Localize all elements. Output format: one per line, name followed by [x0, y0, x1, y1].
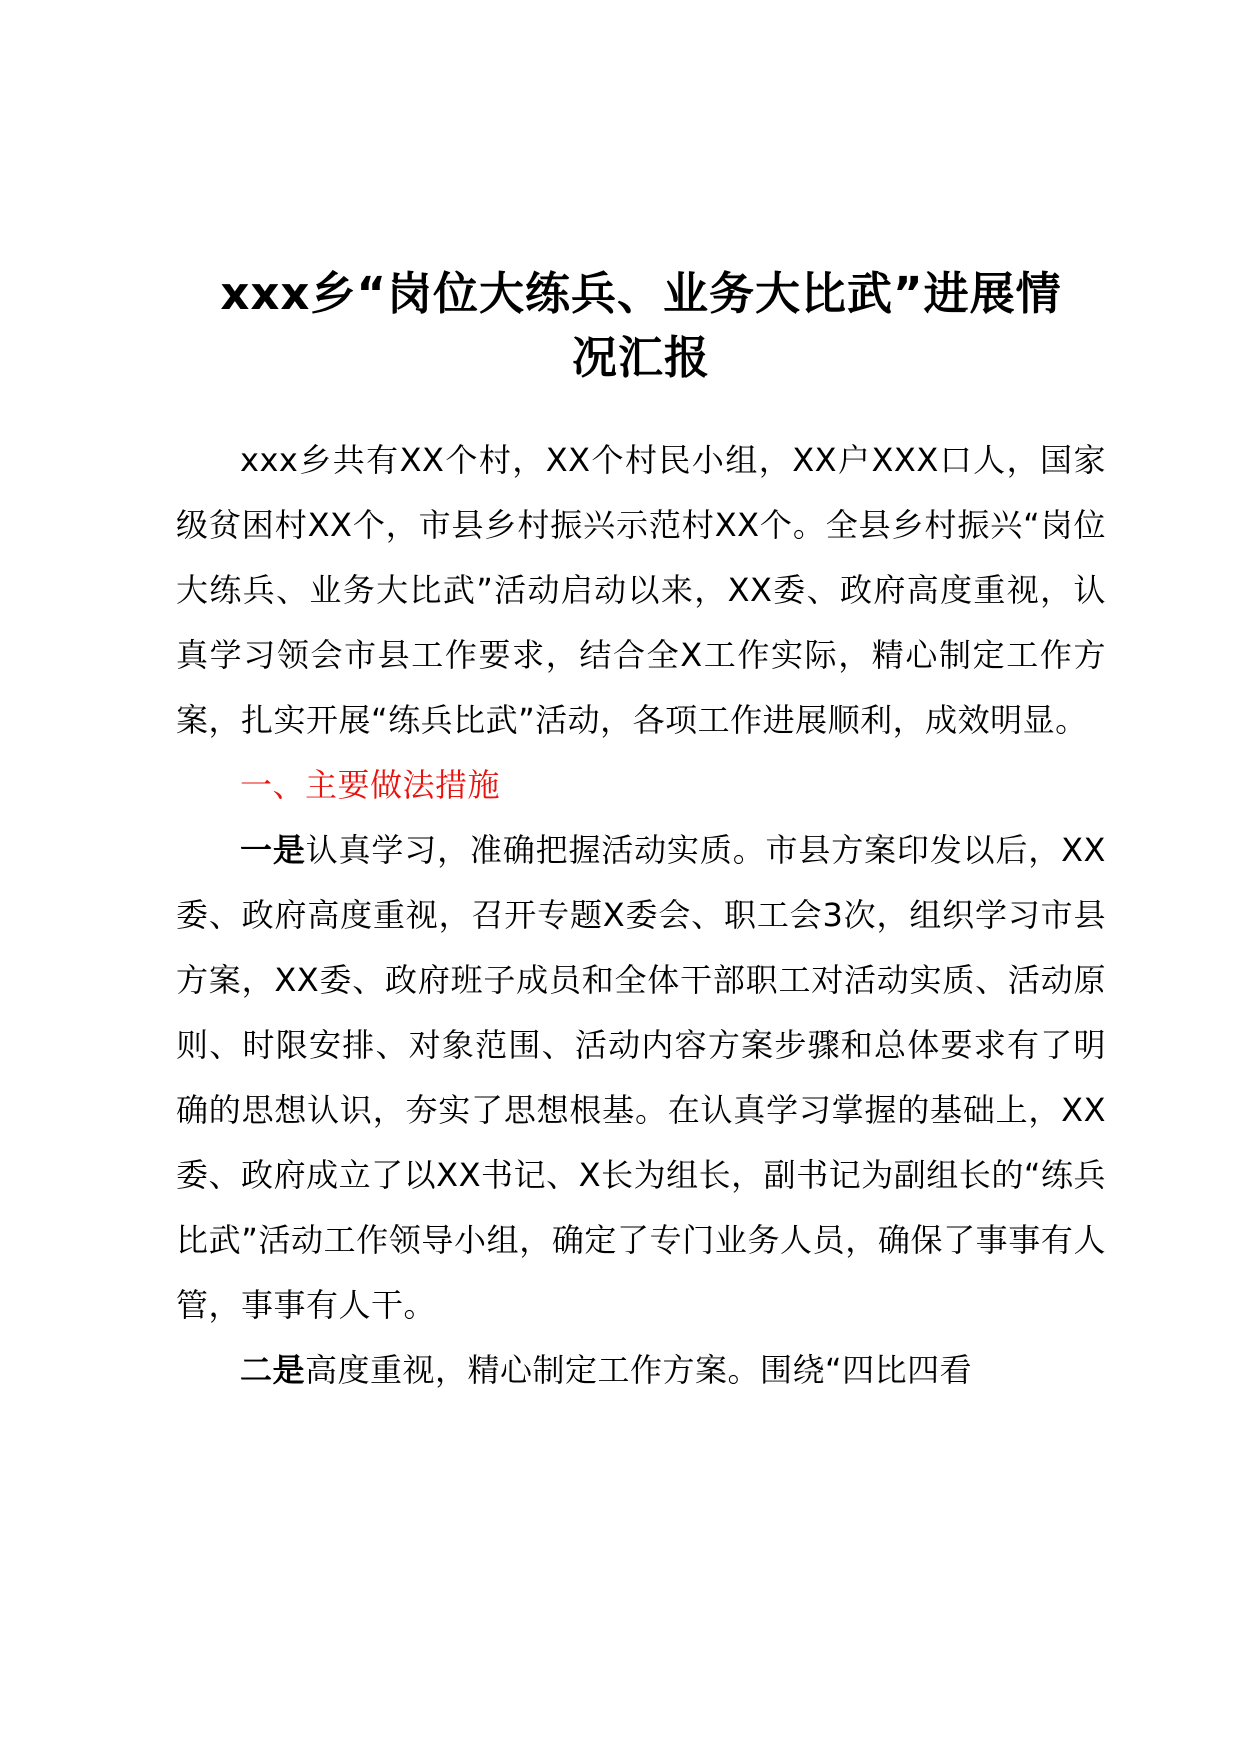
document-page [176, 262, 1106, 1403]
document-title [176, 262, 1106, 390]
paragraph-body: 高度重视，精心制定工作方案。围绕“四比四看 [305, 1351, 973, 1389]
paragraph-body: 认真学习，准确把握活动实质。市县方案印发以后，XX委、政府高度重视，召开专题X委会、职工会3次，组织学习市县方案，XX委、政府班子成员和全体干部职工对活动实质、活动原则、时限安排、对象范围、活动内容方案步骤和总体要求有了明确的思想认识，夯实了思想根基。在认真学习掌握的基础上，XX委、政府成立了以XX书记、X长为组长，副书记为副组长的“练兵比武”活动工作领导小组，确定了专门业务人员，确保了事事有人管，事事有人干。 [176, 831, 1106, 1324]
paragraph-lead: 一是 [240, 831, 306, 869]
paragraph-lead: 二是 [240, 1351, 306, 1389]
title-line-1: xxx乡“岗位大练兵、业务大比武”进展情 [220, 267, 1062, 320]
intro-paragraph: xxx乡共有XX个村，XX个村民小组，XX户XXX口人，国家级贫困村XX个，市县乡村振兴示范村XX个。全县乡村振兴“岗位大练兵、业务大比武”活动启动以来，XX委、政府高度重视，认真学习领会市县工作要求，结合全X工作实际，精心制定工作方案，扎实开展“练兵比武”活动，各项工作进展顺利，成效明显。 [176, 441, 1106, 739]
section-heading-main-measures: 一、主要做法措施 [240, 766, 501, 804]
measure-paragraph-1 [176, 818, 1106, 1338]
title-line-2: 况汇报 [571, 331, 710, 384]
measure-paragraph-2 [176, 1338, 1106, 1403]
